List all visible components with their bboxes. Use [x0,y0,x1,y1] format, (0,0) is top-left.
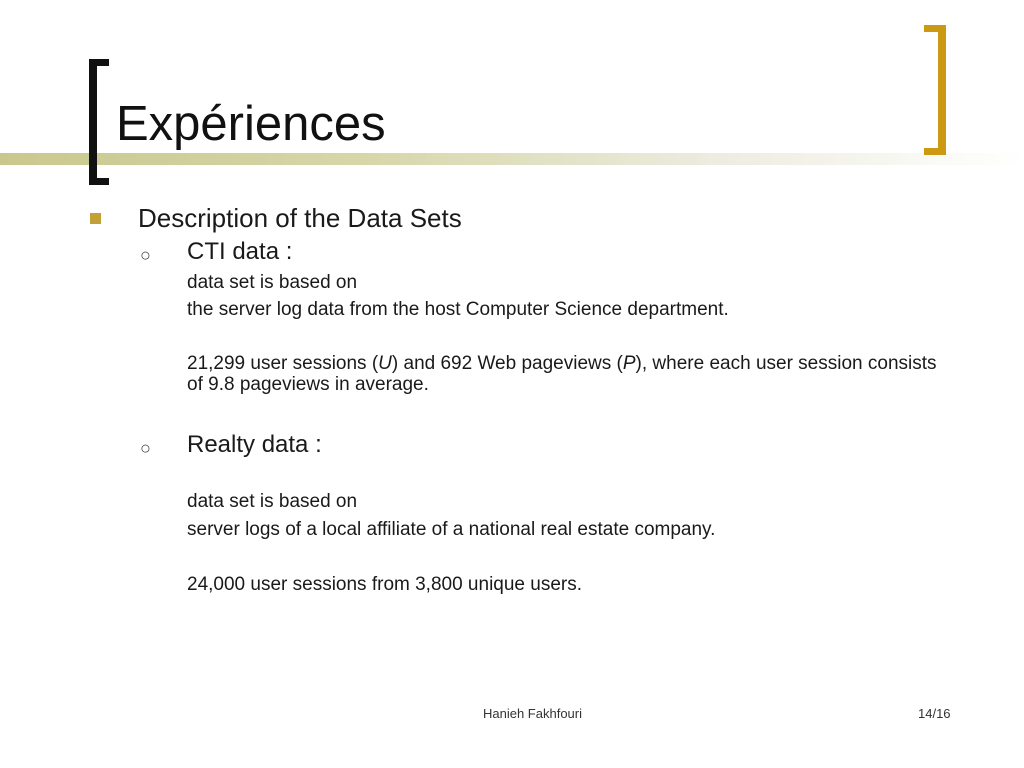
cti-description-line1: data set is based on [187,272,358,293]
left-bracket-decoration [89,59,109,185]
page-number: 14/16 [918,706,951,721]
realty-statistics: 24,000 user sessions from 3,800 unique users. [187,574,583,595]
title-band [0,153,1024,165]
square-bullet-icon [90,213,101,224]
cti-statistics [187,354,947,396]
cti-stats-text-1: 21,299 user sessions ( [187,353,379,374]
cti-stats-var-p: P [622,353,636,374]
section-heading: Description of the Data Sets [138,203,462,233]
slide-title: Expériences [116,97,386,151]
cti-stats-text-2: ) and 692 Web pageviews ( [391,353,623,374]
cti-data-label: CTI data : [187,238,293,265]
circle-bullet-icon: ○ [140,438,151,458]
cti-stats-var-u: U [378,353,392,374]
realty-description-line1: data set is based on [187,491,358,512]
realty-description-line2: server logs of a local affiliate of a national real estate company. [187,519,716,540]
cti-description-line2: the server log data from the host Computer Science department. [187,299,729,320]
circle-bullet-icon: ○ [140,245,151,265]
footer-author: Hanieh Fakhfouri [483,706,582,721]
realty-data-label: Realty data : [187,431,322,458]
cti-stats-text-3: ), where each user session consists of 9.8 pageviews in average. [187,353,937,395]
right-bracket-decoration [924,25,946,155]
